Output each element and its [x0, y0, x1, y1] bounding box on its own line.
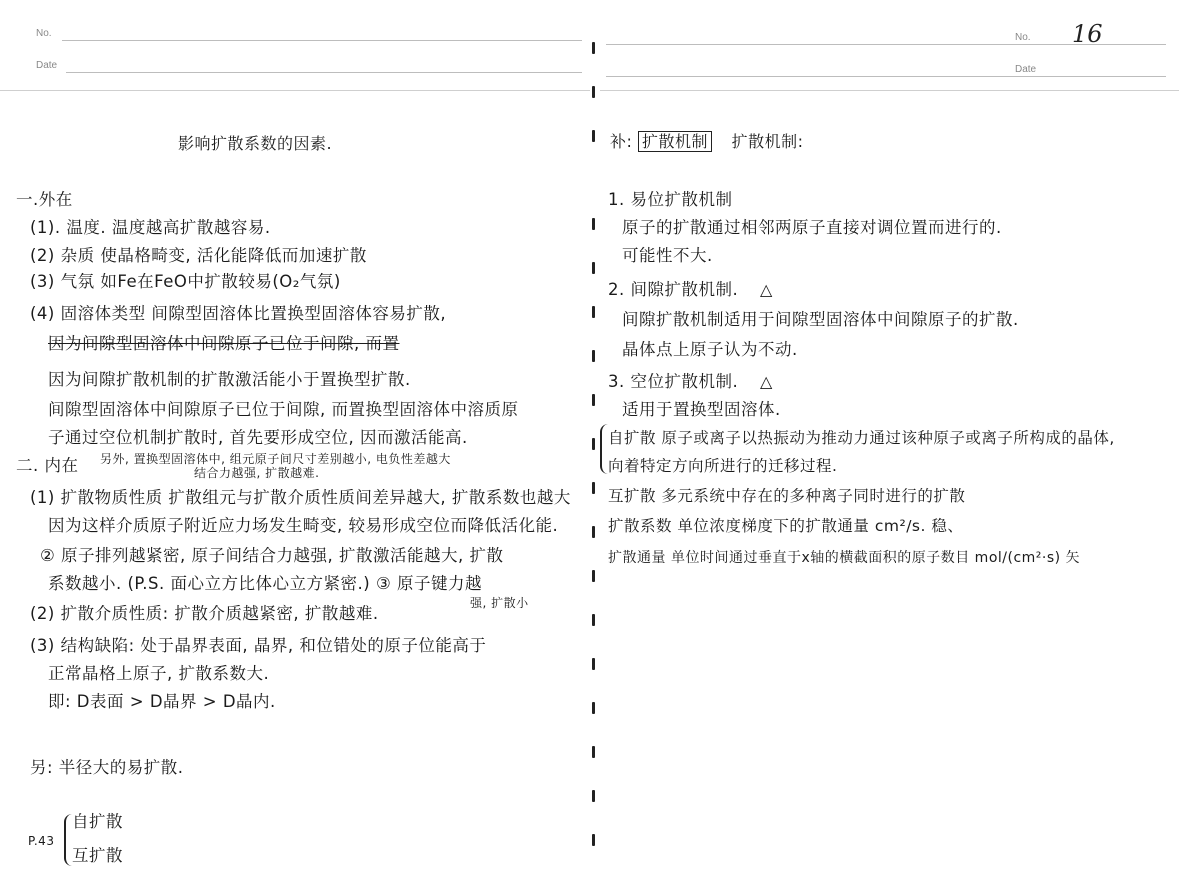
- solid-solution-reason: 因为间隙扩散机制的扩散激活能小于置换型扩散.: [48, 370, 411, 389]
- annotation-b: 结合力越强, 扩散越难.: [194, 466, 320, 480]
- section-internal: 二. 内在: [16, 456, 79, 475]
- factor-temperature: (1). 温度. 温度越高扩散越容易.: [30, 218, 271, 237]
- mechanism-interstitial-label: 2. 间隙扩散机制.: [608, 280, 739, 299]
- right-heading: [610, 132, 804, 152]
- struck-line: 因为间隙型固溶体中间隙原子已位于间隙, 而置: [48, 334, 400, 353]
- date-label-right: Date: [1015, 64, 1037, 75]
- mechanism-vacancy: [608, 372, 773, 392]
- annotation-c: 强, 扩散小: [470, 596, 529, 610]
- mechanism-interstitial-desc: 间隙扩散机制适用于间隙型固溶体中间隙原子的扩散.: [622, 310, 1019, 329]
- internal-substance-reason: 因为这样介质原子附近应力场发生畸变, 较易形成空位而降低活化能.: [48, 516, 559, 535]
- left-title: 影响扩散系数的因素.: [178, 134, 333, 153]
- internal-substance: (1) 扩散物质性质 扩散组元与扩散介质性质间差异越大, 扩散系数也越大: [30, 488, 571, 507]
- def-self-diffusion: 自扩散 原子或离子以热振动为推动力通过该种原子或离子所构成的晶体,: [608, 429, 1115, 447]
- date-line-right: [606, 76, 1166, 77]
- mechanism-interstitial: [608, 280, 773, 300]
- def-diffusion-flux: 扩散通量 单位时间通过垂直于x轴的横截面积的原子数目 mol/(cm²·s) 矢: [608, 550, 1081, 566]
- date-line: [66, 72, 582, 73]
- date-label: Date: [36, 60, 58, 71]
- heading-prefix: 补:: [610, 132, 633, 151]
- solid-solution-detail-2: 子通过空位机制扩散时, 首先要形成空位, 因而激活能高.: [48, 428, 468, 447]
- no-label: No.: [36, 28, 52, 39]
- page-number: 16: [1072, 20, 1103, 48]
- mechanism-vacancy-label: 3. 空位扩散机制.: [608, 372, 739, 391]
- radius-note: 另: 半径大的易扩散.: [30, 758, 184, 777]
- mechanism-exchange-desc: 原子的扩散通过相邻两原子直接对调位置而进行的.: [622, 218, 1002, 237]
- inter-diffusion-item: 互扩散: [72, 846, 123, 865]
- mechanism-interstitial-note: 晶体点上原子认为不动.: [622, 340, 798, 359]
- def-brace-1: [600, 424, 608, 474]
- def-inter-diffusion: 互扩散 多元系统中存在的多种离子同时进行的扩散: [608, 487, 966, 505]
- mechanism-exchange-note: 可能性不大.: [622, 246, 713, 265]
- internal-arrangement: ② 原子排列越紧密, 原子间结合力越强, 扩散激活能越大, 扩散: [40, 546, 504, 565]
- internal-defects-2: 正常晶格上原子, 扩散系数大.: [48, 664, 270, 683]
- heading-suffix: 扩散机制:: [731, 132, 804, 151]
- section-external: 一.外在: [16, 190, 73, 209]
- triangle-mark-2: △: [759, 372, 773, 391]
- factor-solid-solution: (4) 固溶体类型 间隙型固溶体比置换型固溶体容易扩散,: [30, 304, 447, 323]
- no-label-right: No.: [1015, 32, 1031, 43]
- self-diffusion-item: 自扩散: [72, 812, 123, 831]
- header-rule-left: [0, 90, 590, 91]
- internal-medium: (2) 扩散介质性质: 扩散介质越紧密, 扩散越难.: [30, 604, 379, 623]
- annotation-a: 另外, 置换型固溶体中, 组元原子间尺寸差别越小, 电负性差越大: [100, 452, 451, 466]
- triangle-mark-1: △: [759, 280, 773, 299]
- no-line: [62, 40, 582, 41]
- mechanism-vacancy-desc: 适用于置换型固溶体.: [622, 400, 781, 419]
- factor-impurity: (2) 杂质 使晶格畸变, 活化能降低而加速扩散: [30, 246, 367, 265]
- internal-arrangement-2: 系数越小. (P.S. 面心立方比体心立方紧密.) ③ 原子键力越: [48, 574, 482, 593]
- page-ref: P.43: [28, 834, 55, 848]
- internal-defects: (3) 结构缺陷: 处于晶界表面, 晶界, 和位错处的原子位能高于: [30, 636, 487, 655]
- header-rule-right: [600, 90, 1179, 91]
- mechanism-exchange: 1. 易位扩散机制: [608, 190, 733, 209]
- solid-solution-detail-1: 间隙型固溶体中间隙原子已位于间隙, 而置换型固溶体中溶质原: [48, 400, 519, 419]
- def-diffusion-coefficient: 扩散系数 单位浓度梯度下的扩散通量 cm²/s. 稳、: [608, 517, 964, 535]
- heading-boxed: 扩散机制: [638, 131, 712, 152]
- factor-atmosphere: (3) 气氛 如Fe在FeO中扩散较易(O₂气氛): [30, 272, 341, 291]
- def-self-diffusion-2: 向着特定方向所进行的迁移过程.: [608, 457, 838, 475]
- defect-order: 即: D表面 > D晶界 > D晶内.: [48, 692, 276, 711]
